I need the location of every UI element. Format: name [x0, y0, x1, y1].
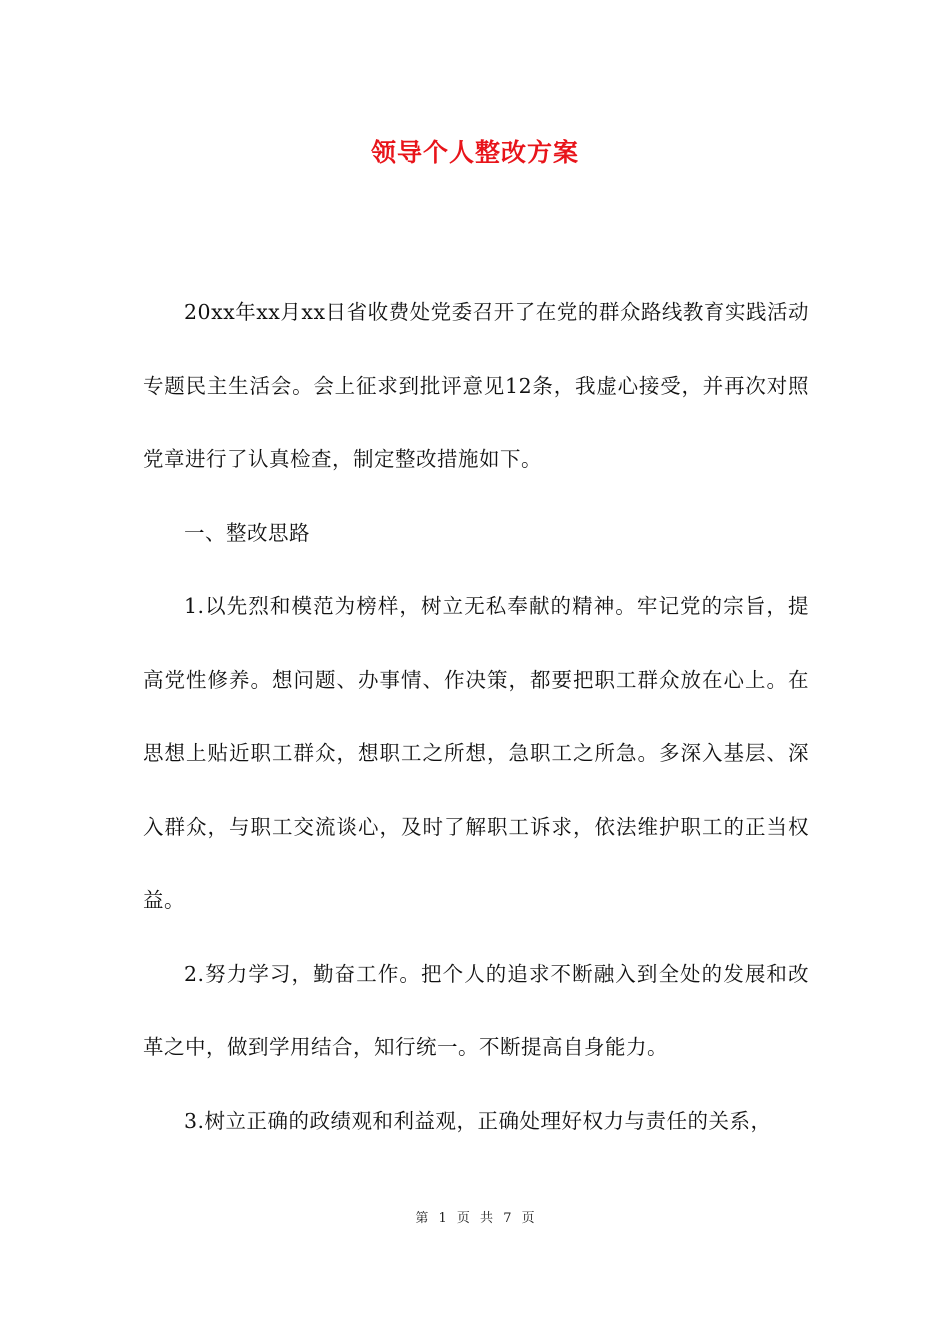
paragraph-intro: 20xx年xx月xx日省收费处党委召开了在党的群众路线教育实践活动专题民主生活会。会上征求到批评意见12条，我虚心接受，并再次对照党章进行了认真检查，制定整改措施如下。: [143, 300, 809, 471]
paragraph-item-2: 2.努力学习，勤奋工作。把个人的追求不断融入到全处的发展和改革之中，做到学用结合，知行统一。不断提高自身能力。: [143, 961, 809, 1059]
paragraph-item-3: 3.树立正确的政绩观和利益观，正确处理好权力与责任的关系，: [184, 1108, 772, 1133]
document-body: [143, 276, 809, 1158]
paragraph-item-1: 1.以先烈和模范为榜样，树立无私奉献的精神。牢记党的宗旨，提高党性修养。想问题、办事情、作决策，都要把职工群众放在心上。在思想上贴近职工群众，想职工之所想，急职工之所急。多深入基层、深入群众，与职工交流谈心，及时了解职工诉求，依法维护职工的正当权益。: [143, 594, 809, 912]
page-footer: 第 1 页 共 7 页: [415, 1211, 535, 1226]
document-title: 领导个人整改方案: [370, 138, 579, 167]
section-heading-1: 一、整改思路: [184, 520, 310, 545]
